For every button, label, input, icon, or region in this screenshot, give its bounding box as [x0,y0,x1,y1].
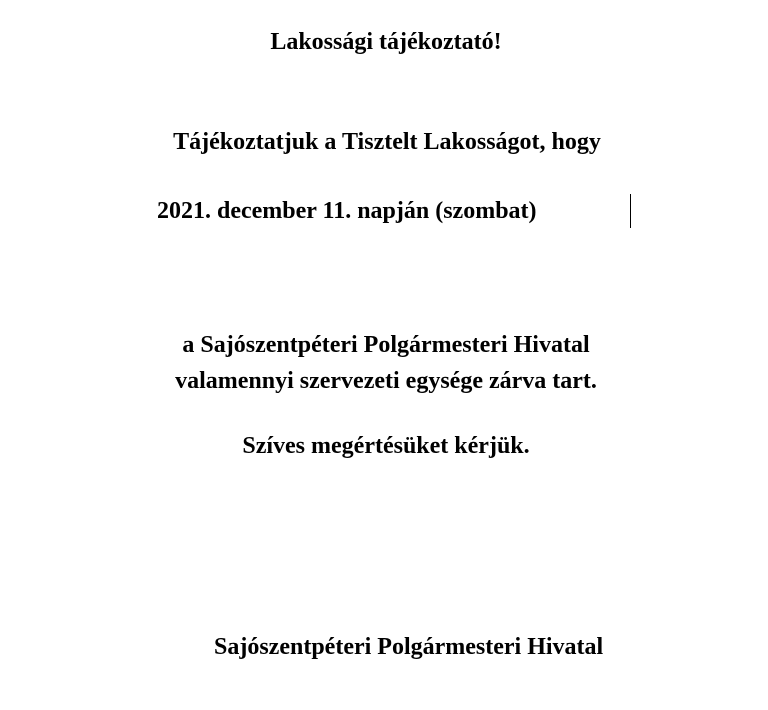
notice-signature: Sajószentpéteri Polgármesteri Hivatal [214,634,604,660]
notice-office-line-2: valamennyi szervezeti egysége zárva tart. [175,368,597,394]
notice-date: 2021. december 11. napján (szombat) [157,198,537,224]
notice-office-line-1: a Sajószentpéteri Polgármesteri Hivatal [182,332,590,358]
notice-intro: Tájékoztatjuk a Tisztelt Lakosságot, hogy [173,129,601,155]
notice-title: Lakossági tájékoztató! [270,29,502,55]
notice-thanks: Szíves megértésüket kérjük. [242,433,530,459]
text-cursor [630,194,631,228]
